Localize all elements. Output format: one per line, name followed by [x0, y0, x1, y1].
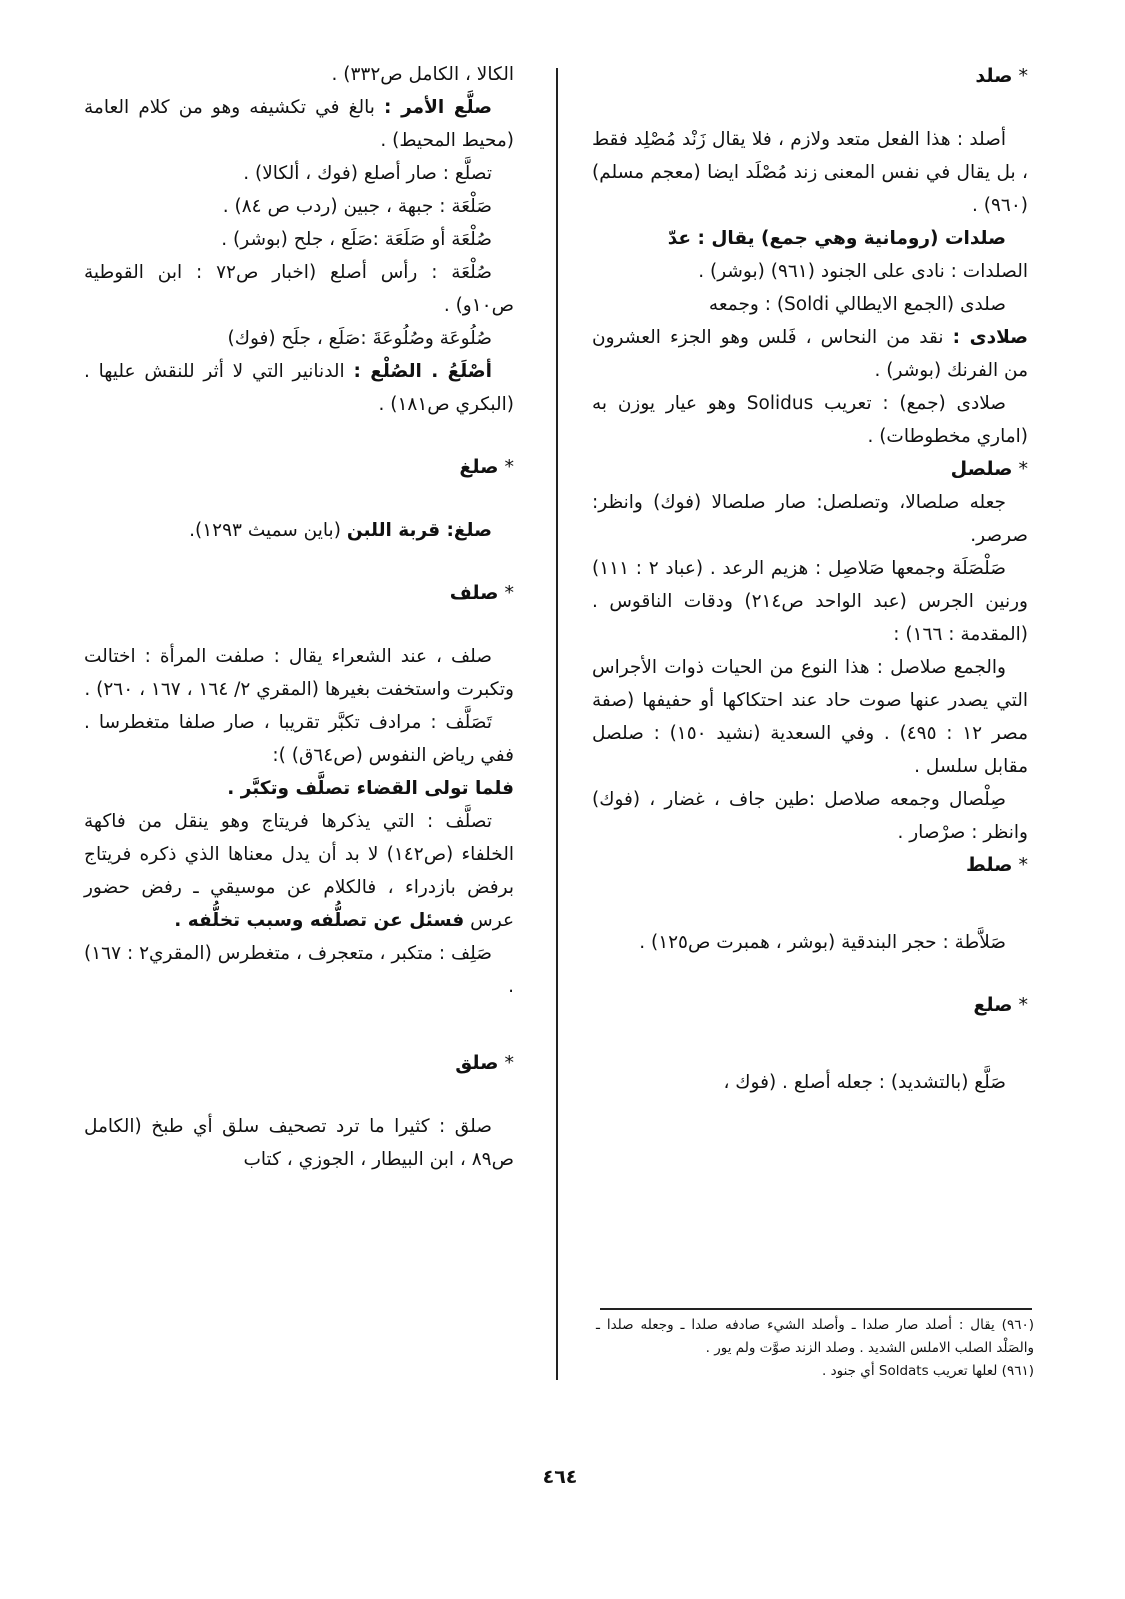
paragraph: صَلْصَلَة وجمعها صَلاصِل : هزيم الرعد . (عباد ٢ : ١١١) ورنين الجرس (عبد الواحد ص٢١٤) ودقات الناقوس . (المقدمة : ١٦٦) : — [592, 558, 1028, 645]
right-column — [592, 60, 1028, 1099]
entry-heading-text: صلق — [455, 1052, 499, 1074]
entry-heading: * صلصل — [950, 458, 1028, 480]
page-number: ٤٦٤ — [542, 1466, 578, 1488]
paragraph: الكالا ، الكامل ص٣٣٢) . — [331, 64, 514, 85]
entry-heading-text: صلع — [973, 994, 1013, 1016]
left-column — [84, 58, 514, 1176]
bold-quote: فلما تولى القضاء تصلَّف وتكبَّر . — [227, 778, 514, 799]
footnote: (٩٦١) لعلها تعريب Soldats أي جنود . — [822, 1363, 1034, 1379]
paragraph-text: تصلَّف : التي يذكرها فريتاج وهو ينقل من فاكهة الخلفاء (ص١٤٢) لا بد أن يدل معناها الذي ذكره فريتاج برفض بازدراء ، فالكلام عن موسيقي ـ رفض حضور عرس — [84, 811, 514, 931]
paragraph — [84, 514, 514, 547]
footnotes — [596, 1314, 1034, 1383]
paragraph — [592, 321, 1028, 387]
paragraph — [592, 222, 1028, 288]
paragraph: صلدى (الجمع الايطالي Soldi) : وجمعه — [708, 294, 1006, 315]
paragraph-text: (باين سميث ١٢٩٣). — [189, 520, 341, 541]
entry-heading-text: صلد — [975, 65, 1013, 87]
entry-heading: * صلط — [965, 854, 1028, 876]
paragraph — [84, 91, 514, 157]
paragraph: صلف ، عند الشعراء يقال : صلفت المرأة : اختالت وتكبرت واستخفت بغيرها (المقري ٢/ ١٦٤ ، ١٦٧ ، ٢٦٠) . — [84, 646, 514, 700]
entry-heading: * صلع — [973, 994, 1028, 1016]
entry-heading-text: صلط — [965, 854, 1013, 876]
entry-heading: * صلد — [975, 65, 1028, 87]
paragraph: جعله صلصالا، وتصلصل: صار صلصالا (فوك) وانظر: صرصر. — [592, 492, 1028, 546]
paragraph-text: الصلدات : نادى على الجنود (٩٦١) (بوشر) . — [698, 261, 1028, 282]
paragraph: صَلاَّطة : حجر البندقية (بوشر ، همبرت ص١٢٥) . — [639, 932, 1006, 953]
paragraph-text: بالغ في تكشيفه وهو من كلام العامة (محيط المحيط) . — [84, 97, 514, 151]
paragraph — [84, 805, 514, 937]
paragraph: صُلُوعَة وصُلُوعَةَ :صَلَع ، جلَح (فوك) — [227, 328, 492, 349]
paragraph: صلق : كثيرا ما ترد تصحيف سلق أي طبخ (الكامل ص٨٩ ، ابن البيطار ، الجوزي ، كتاب — [84, 1116, 514, 1170]
entry-heading-text: صلغ — [459, 456, 499, 478]
entry-heading: * صلغ — [459, 456, 514, 478]
paragraph: والجمع صلاصل : هذا النوع من الحيات ذوات الأجراس التي يصدر عنها صوت حاد عند احتكاكها أو حفيفها (صفة مصر ١٢ : ٤٩٥) . وفي السعدية (نشيد ١٥٠) : صلصل مقابل سلسل . — [592, 657, 1028, 777]
paragraph: صَلِف : متكبر ، متعجرف ، متغطرس (المقري٢ : ١٦٧) . — [84, 943, 514, 997]
paragraph: تَصَلَّف : مرادف تكبَّر تقريبا ، صار صلفا متغطرسا . ففي رياض النفوس (ص٦٤ق) ): — [84, 712, 514, 766]
bold-term: صلَّع الأمر : — [384, 97, 492, 118]
paragraph: صَلْعَة : جبهة ، جبين (ردب ص ٨٤) . — [222, 196, 492, 217]
paragraph — [84, 355, 514, 421]
bold-term: أصْلَعُ . الصُلْع : — [353, 361, 492, 382]
bold-term: فسئل عن تصلُّفه وسبب تخلُّفه . — [174, 910, 465, 931]
entry-heading: * صلق — [455, 1052, 514, 1074]
bold-term: صلادى : — [952, 327, 1028, 348]
paragraph: صُلْعَة : رأس أصلع (اخبار ص٧٢ : ابن القوطية ص١٠و) . — [84, 262, 514, 316]
paragraph-text: نقد من النحاس ، فَلس وهو الجزء العشرون من الفرنك (بوشر) . — [592, 327, 1028, 381]
paragraph: أصلد : هذا الفعل متعد ولازم ، فلا يقال زَنْد مُصْلِد فقط ، بل يقال في نفس المعنى زند مُصْلَد ايضا (معجم مسلم)(٩٦٠) . — [592, 129, 1028, 216]
paragraph: صِلْصال وجمعه صلاصل :طين جاف ، غضار ، (فوك) وانظر : صرْصار . — [592, 789, 1028, 843]
bold-term: صلدات (رومانية وهي جمع) يقال : عدّ — [667, 228, 1006, 249]
entry-heading-text: صلف — [449, 582, 499, 604]
paragraph: صُلْعَة أو صَلَعَة :صَلَع ، جلح (بوشر) . — [221, 229, 492, 250]
paragraph: صَلَّع (بالتشديد) : جعله أصلع . (فوك ، — [723, 1072, 1006, 1093]
bold-term: صلغ: قربة اللبن — [346, 520, 492, 541]
paragraph: صلادى (جمع) : تعريب Solidus وهو عيار يوزن به (اماري مخطوطات) . — [592, 393, 1028, 447]
paragraph-text: الدنانير التي لا أثر للنقش عليها .(البكري ص١٨١) . — [84, 361, 514, 415]
entry-heading: * صلف — [449, 582, 514, 604]
entry-heading-text: صلصل — [950, 458, 1013, 480]
footnote-rule — [600, 1308, 1032, 1310]
paragraph: تصلَّع : صار أصلع (فوك ، ألكالا) . — [243, 163, 492, 184]
column-divider — [556, 68, 558, 1380]
footnote: (٩٦٠) يقال : أصلد صار صلدا ـ وأصلد الشيء صادفه صلدا ـ وجعله صلدا ـ والصَلْد الصلب الاملس الشديد . وصلد الزند صوَّت ولم يور . — [596, 1317, 1034, 1356]
